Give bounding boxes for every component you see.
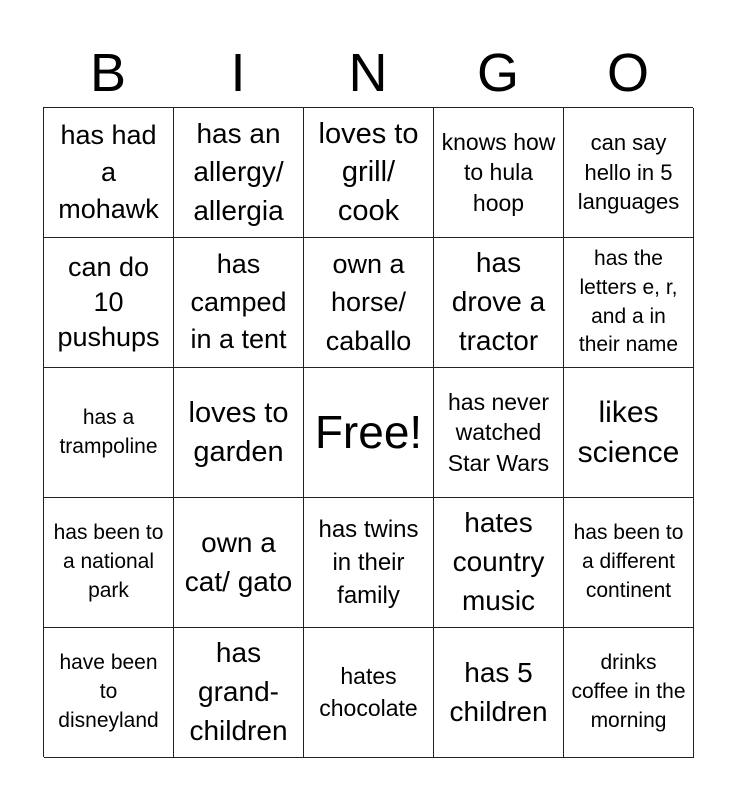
cell-text: has never watched Star Wars bbox=[447, 388, 550, 476]
header-letter-g: G bbox=[476, 43, 519, 103]
bingo-cell[interactable] bbox=[174, 628, 304, 758]
cell-text: likes science bbox=[577, 395, 680, 469]
cell-text: has camped in a tent bbox=[190, 248, 287, 355]
bingo-cell[interactable] bbox=[304, 108, 434, 238]
cell-text: has grand-children bbox=[189, 637, 288, 746]
bingo-cell[interactable] bbox=[564, 238, 694, 368]
cell-text: has an allergy/ allergia bbox=[193, 117, 284, 226]
bingo-cell[interactable] bbox=[434, 628, 564, 758]
cell-text: has been to a different continent bbox=[573, 521, 684, 602]
cell-text: loves to grill/ cook bbox=[318, 118, 419, 227]
cell-text: has been to a national park bbox=[53, 521, 164, 602]
cell-text: own a cat/ gato bbox=[184, 526, 293, 597]
header-letter-o: O bbox=[606, 43, 649, 103]
bingo-grid bbox=[43, 107, 693, 757]
free-space-cell[interactable] bbox=[304, 368, 434, 498]
bingo-cell[interactable] bbox=[564, 368, 694, 498]
cell-text: hates country music bbox=[452, 507, 545, 616]
bingo-header bbox=[43, 40, 693, 106]
bingo-cell[interactable] bbox=[44, 368, 174, 498]
bingo-cell[interactable] bbox=[304, 628, 434, 758]
cell-text: has 5 children bbox=[449, 656, 548, 727]
bingo-cell[interactable] bbox=[174, 498, 304, 628]
cell-text: has twins in their family bbox=[318, 515, 419, 610]
cell-text: has drove a tractor bbox=[451, 247, 546, 356]
cell-text: own a horse/ caballo bbox=[325, 249, 412, 356]
cell-text: hates chocolate bbox=[319, 663, 418, 721]
bingo-cell[interactable] bbox=[564, 108, 694, 238]
bingo-cell[interactable] bbox=[434, 238, 564, 368]
bingo-cell[interactable] bbox=[174, 368, 304, 498]
cell-text: has the letters e, r, and a in their name bbox=[578, 247, 679, 357]
cell-text: has had a mohawk bbox=[58, 119, 159, 225]
cell-text: can do 10 pushups bbox=[57, 251, 160, 353]
bingo-cell[interactable] bbox=[564, 498, 694, 628]
bingo-cell[interactable] bbox=[44, 628, 174, 758]
bingo-cell[interactable] bbox=[44, 498, 174, 628]
cell-text: has a trampoline bbox=[59, 405, 158, 458]
bingo-cell[interactable] bbox=[304, 498, 434, 628]
cell-text: can say hello in 5 languages bbox=[577, 129, 680, 215]
bingo-cell[interactable] bbox=[434, 108, 564, 238]
cell-text: loves to garden bbox=[188, 397, 289, 468]
bingo-cell[interactable] bbox=[44, 238, 174, 368]
cell-text: drinks coffee in the morning bbox=[571, 651, 686, 732]
bingo-cell[interactable] bbox=[174, 108, 304, 238]
header-letter-n: N bbox=[348, 43, 388, 103]
cell-text: knows how to hula hoop bbox=[441, 128, 556, 216]
cell-text: have been to disneyland bbox=[58, 651, 159, 732]
bingo-cell[interactable] bbox=[434, 498, 564, 628]
bingo-cell[interactable] bbox=[44, 108, 174, 238]
bingo-cell[interactable] bbox=[564, 628, 694, 758]
bingo-cell[interactable] bbox=[434, 368, 564, 498]
header-letter-i: I bbox=[230, 43, 246, 103]
free-space-text: Free! bbox=[314, 406, 423, 459]
header-letter-b: B bbox=[89, 43, 127, 103]
bingo-cell[interactable] bbox=[304, 238, 434, 368]
bingo-cell[interactable] bbox=[174, 238, 304, 368]
